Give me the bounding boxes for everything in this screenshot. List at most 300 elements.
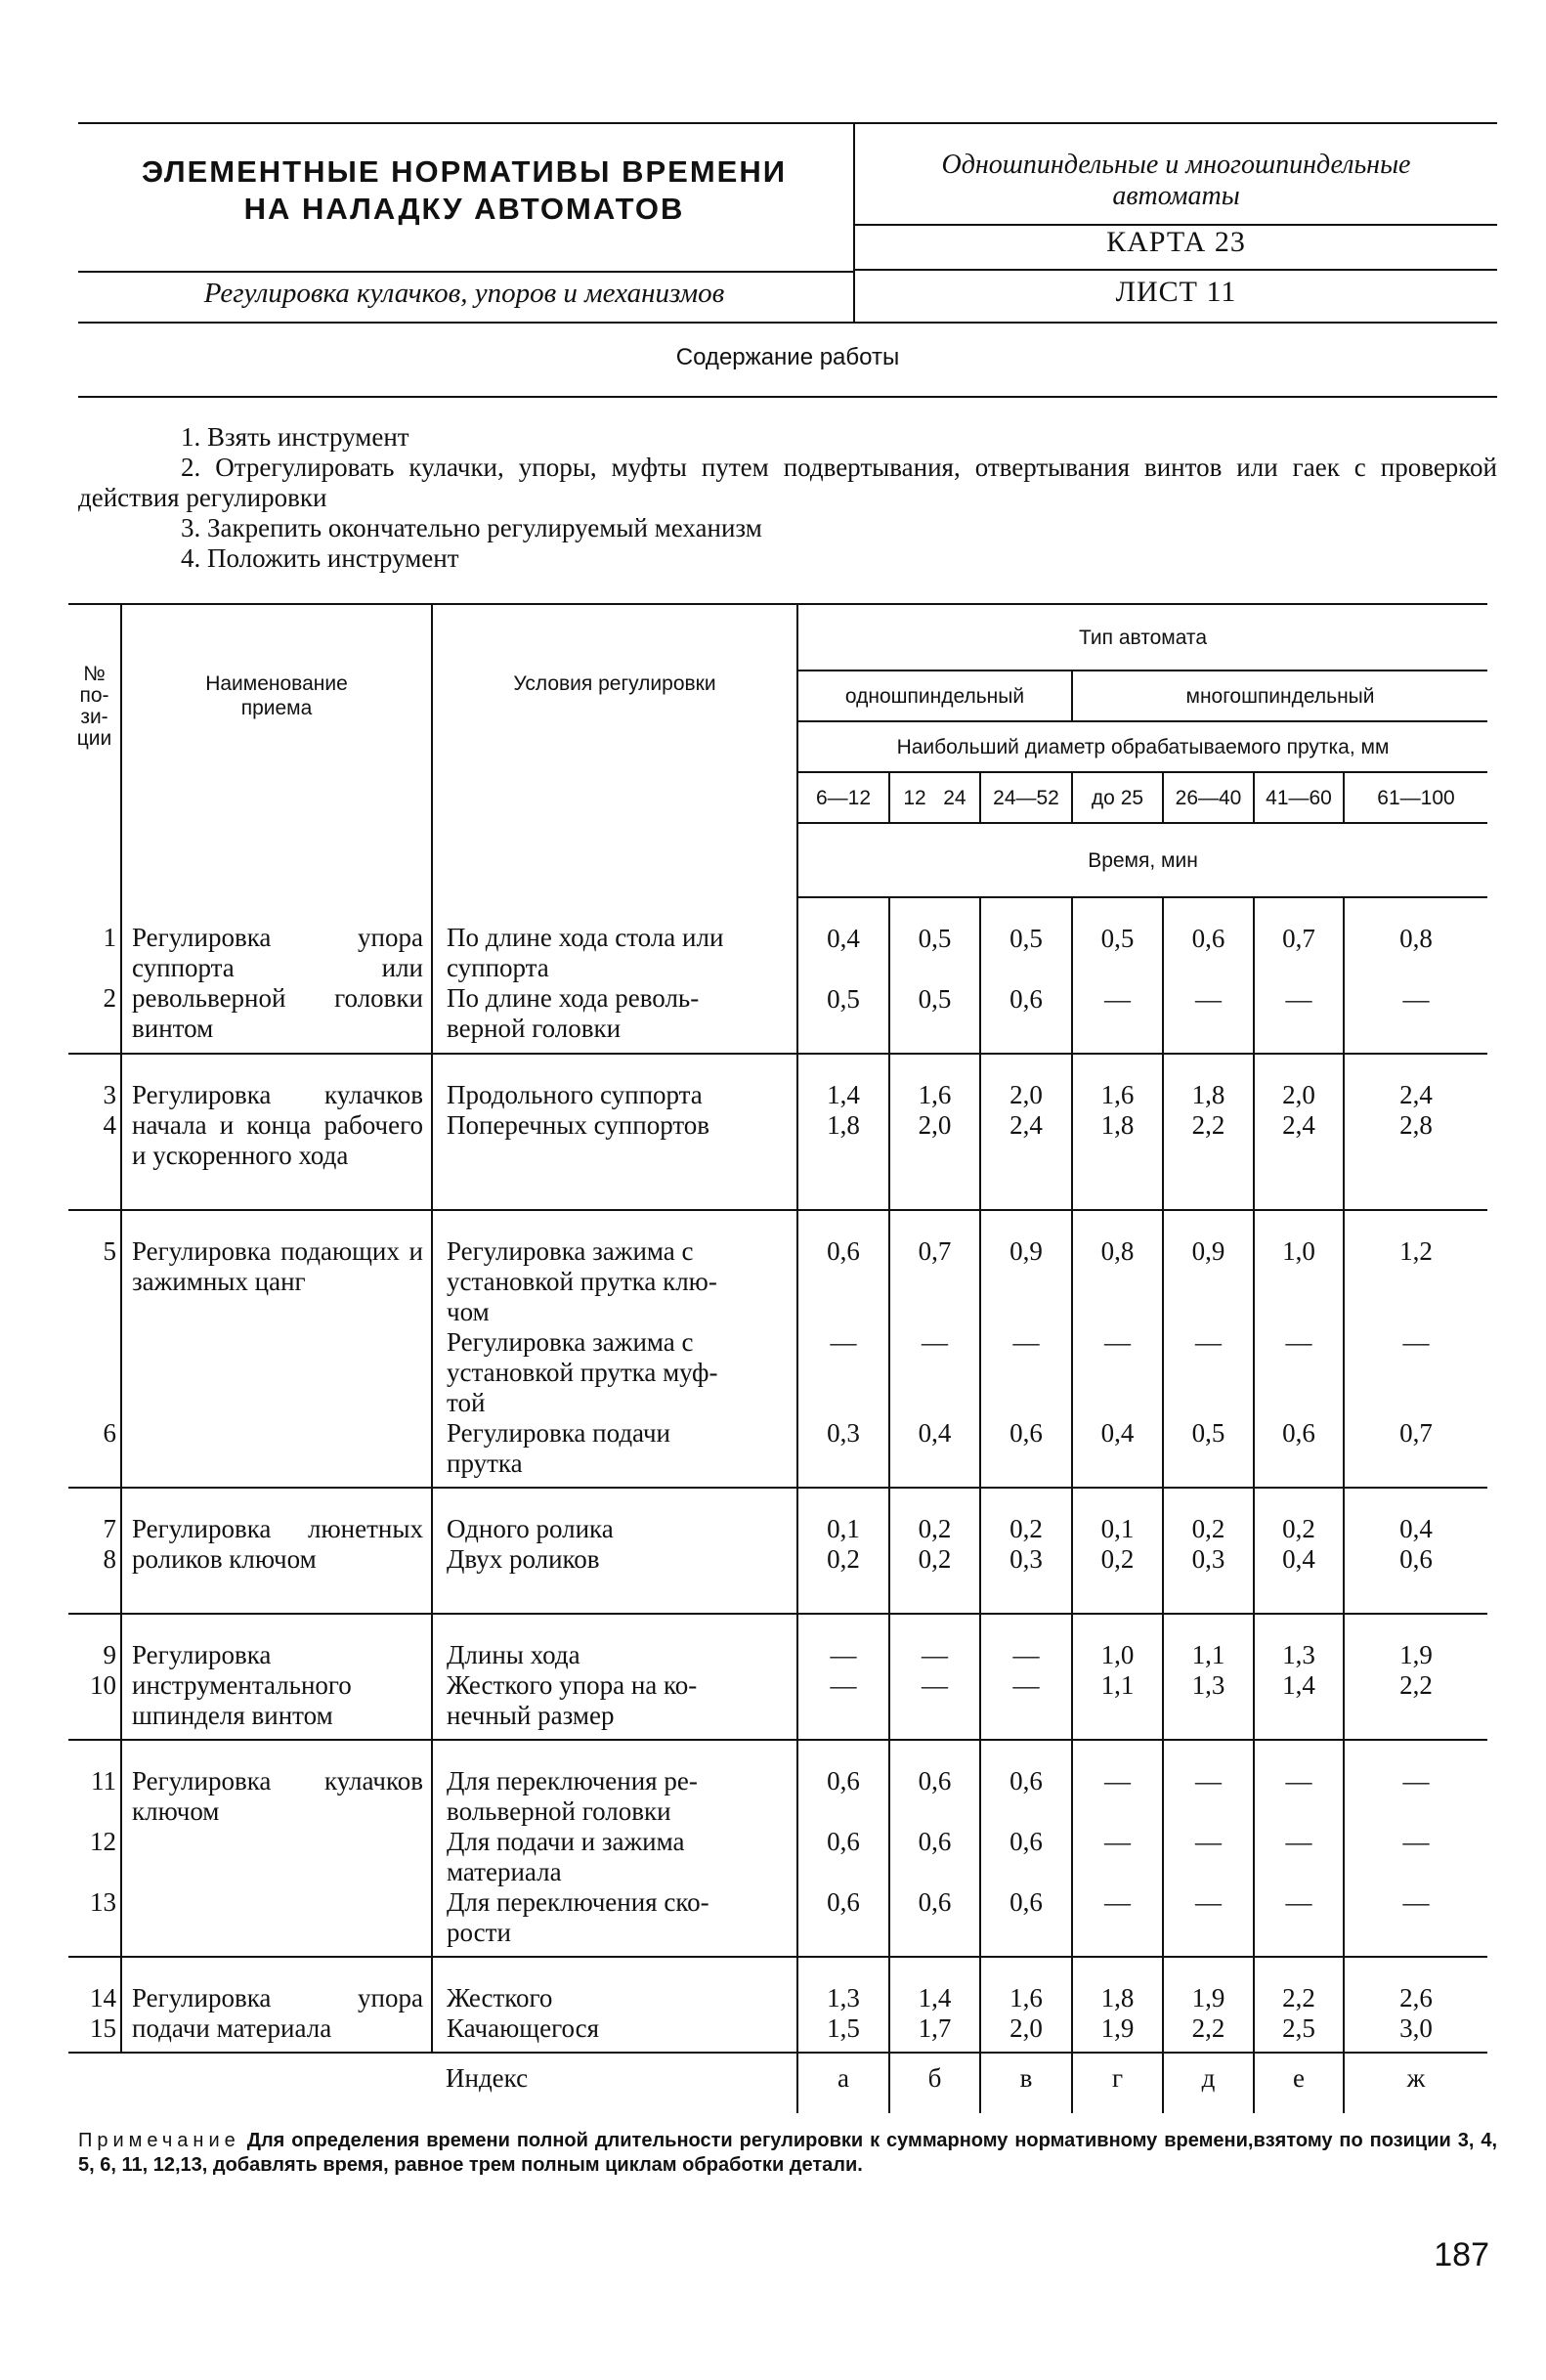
time-value-cell bbox=[1344, 1210, 1487, 1488]
cell-line bbox=[1164, 1358, 1253, 1388]
time-value-cell bbox=[797, 1488, 889, 1614]
cell-line: Для подачи и зажима bbox=[447, 1827, 685, 1856]
cell-line: 0,5 bbox=[918, 924, 952, 953]
cell-line: 2 bbox=[103, 983, 116, 1013]
condition-cell bbox=[432, 1957, 797, 2053]
cell-line bbox=[1073, 1918, 1162, 1948]
title-line-2: НА НАЛАДКУ АВТОМАТОВ bbox=[243, 192, 685, 226]
time-value-cell bbox=[889, 1488, 980, 1614]
cell-line bbox=[981, 1575, 1071, 1605]
cell-line: 1,1 bbox=[1191, 1640, 1225, 1669]
cell-line bbox=[1164, 1701, 1253, 1731]
time-value-cell bbox=[980, 1488, 1072, 1614]
cell-line bbox=[890, 1449, 979, 1479]
cell-line: 7 bbox=[103, 1514, 116, 1543]
cell-line bbox=[1255, 954, 1343, 984]
cell-line: — bbox=[1104, 1327, 1131, 1357]
cell-line: 0,2 bbox=[1191, 1514, 1225, 1543]
cell-line: 1,0 bbox=[1100, 1640, 1135, 1669]
cell-line: — bbox=[1104, 984, 1131, 1014]
cell-line: рости bbox=[447, 1918, 511, 1947]
time-value-cell bbox=[980, 1614, 1072, 1740]
cell-line bbox=[1164, 1171, 1253, 1201]
time-value-cell bbox=[889, 1210, 980, 1488]
cell-line: 1,3 bbox=[1282, 1640, 1315, 1669]
cell-line: — bbox=[1285, 1887, 1312, 1917]
time-value-cell bbox=[980, 1054, 1072, 1210]
cell-line: — bbox=[1104, 1827, 1131, 1856]
cell-line: Двух роликов bbox=[447, 1544, 600, 1574]
cell-line bbox=[890, 1267, 979, 1297]
operation-name-text: Регулировка люнетных роликов ключом bbox=[132, 1514, 423, 1574]
operation-name-text: Регулировка кулачков начала и конца рабочего и ускоренного хода bbox=[132, 1080, 423, 1170]
cell-line: Длины хода bbox=[447, 1640, 580, 1669]
operation-name-text: Регулировка кулачков ключом bbox=[132, 1766, 423, 1826]
cell-line: Регулировка зажима с bbox=[447, 1327, 694, 1357]
cell-line: — bbox=[1402, 1887, 1430, 1917]
cell-line: 0,6 bbox=[827, 1827, 860, 1856]
index-cell: г bbox=[1072, 2053, 1163, 2113]
cell-line bbox=[68, 1701, 116, 1731]
range-6-12: 6—12 bbox=[797, 772, 889, 823]
time-value-cell bbox=[1072, 1488, 1163, 1614]
cell-line bbox=[447, 1141, 787, 1171]
index-cell: е bbox=[1254, 2053, 1344, 2113]
cell-line: 2,2 bbox=[1282, 1983, 1315, 2012]
cell-line: 2,0 bbox=[1009, 1080, 1043, 1109]
header-right-rule-2 bbox=[855, 269, 1497, 271]
time-value-cell bbox=[1163, 1210, 1254, 1488]
cell-line: 0,6 bbox=[827, 1236, 860, 1266]
cell-line: 2,4 bbox=[1009, 1110, 1043, 1140]
header-pos-line: зи- bbox=[80, 706, 108, 728]
cell-line bbox=[1345, 1297, 1487, 1327]
cell-line: прутка bbox=[447, 1449, 523, 1478]
cell-line bbox=[1073, 1358, 1162, 1388]
page-title bbox=[78, 153, 850, 228]
cell-line bbox=[981, 1171, 1071, 1201]
header-operation-name bbox=[121, 604, 432, 897]
table-row bbox=[68, 1488, 1487, 1614]
index-label: Индекс bbox=[432, 2053, 797, 2113]
cell-line bbox=[890, 1297, 979, 1327]
cell-line: Жесткого упора на ко- bbox=[447, 1670, 698, 1700]
cell-line: нечный размер bbox=[447, 1701, 615, 1730]
time-value-cell bbox=[1254, 1488, 1344, 1614]
cell-line: 8 bbox=[103, 1544, 116, 1574]
operation-name-text: Регулировка упора подачи материала bbox=[132, 1983, 423, 2043]
cell-line: 0,2 bbox=[827, 1544, 860, 1574]
cell-line: 1,6 bbox=[1100, 1080, 1135, 1109]
cell-line bbox=[981, 1015, 1071, 1045]
cell-line: 0,2 bbox=[1100, 1544, 1135, 1574]
time-value-cell bbox=[797, 897, 889, 1054]
cell-line: — bbox=[1012, 1640, 1040, 1669]
cell-line: 12 bbox=[90, 1827, 116, 1856]
time-value-cell bbox=[797, 1957, 889, 2053]
time-value-cell bbox=[1344, 1054, 1487, 1210]
index-cell: ж bbox=[1344, 2053, 1487, 2113]
content-rule bbox=[78, 396, 1497, 398]
index-cell: в bbox=[980, 2053, 1072, 2113]
cell-line: 0,4 bbox=[1399, 1514, 1433, 1543]
time-value-cell bbox=[797, 1614, 889, 1740]
step-item: 1. Взять инструмент bbox=[181, 422, 409, 452]
cell-line: 1,6 bbox=[918, 1080, 952, 1109]
cell-line bbox=[1345, 1918, 1487, 1948]
position-cell bbox=[68, 1210, 121, 1488]
header-pos-line: по- bbox=[79, 684, 109, 707]
cell-line: 11 bbox=[91, 1766, 116, 1796]
cell-line: 15 bbox=[90, 2013, 116, 2043]
cell-line bbox=[981, 1918, 1071, 1948]
cell-line: 0,6 bbox=[827, 1766, 860, 1796]
index-cell: б bbox=[889, 2053, 980, 2113]
time-value-cell bbox=[1072, 1957, 1163, 2053]
cell-line: 0,2 bbox=[918, 1514, 952, 1543]
cell-line: — bbox=[1195, 1766, 1222, 1796]
cell-line: 0,6 bbox=[1009, 1887, 1043, 1917]
cell-line bbox=[1164, 1388, 1253, 1418]
cell-line bbox=[1073, 1796, 1162, 1827]
cell-line bbox=[1164, 1141, 1253, 1171]
cell-line bbox=[1255, 1171, 1343, 1201]
time-value-cell bbox=[1163, 1054, 1254, 1210]
time-value-cell bbox=[1072, 897, 1163, 1054]
header-position bbox=[68, 604, 121, 897]
cell-line: — bbox=[1195, 1887, 1222, 1917]
cell-line bbox=[890, 954, 979, 984]
time-value-cell bbox=[1163, 1488, 1254, 1614]
page-subtitle: Регулировка кулачков, упоров и механизмов bbox=[203, 278, 725, 309]
header-left-rule bbox=[78, 271, 853, 273]
cell-line: Поперечных суппортов bbox=[447, 1110, 710, 1140]
cell-line bbox=[798, 1267, 888, 1297]
cell-line bbox=[68, 1141, 116, 1171]
cell-line: 1,4 bbox=[918, 1983, 952, 2012]
cell-line: Для переключения ре- bbox=[447, 1766, 698, 1796]
cell-line: — bbox=[1402, 1766, 1430, 1796]
cell-line: 1,2 bbox=[1399, 1236, 1433, 1266]
header-name-line: приема bbox=[240, 697, 313, 719]
cell-line bbox=[1073, 1575, 1162, 1605]
operation-name-cell bbox=[121, 1957, 432, 2053]
cell-line: 0,6 bbox=[1191, 924, 1225, 953]
range-26-40: 26—40 bbox=[1163, 772, 1254, 823]
cell-line bbox=[1345, 1015, 1487, 1045]
cell-line bbox=[981, 1388, 1071, 1418]
cell-line: Регулировка зажима с bbox=[447, 1236, 694, 1266]
cell-line bbox=[1164, 1857, 1253, 1887]
cell-line bbox=[1345, 1171, 1487, 1201]
header-name-line: Наименование bbox=[205, 672, 348, 695]
machine-type-line-2: автоматы bbox=[1112, 181, 1240, 211]
cell-line: материала bbox=[447, 1857, 562, 1886]
cell-line: 1,7 bbox=[918, 2013, 952, 2043]
cell-line: 2,2 bbox=[1191, 1110, 1225, 1140]
cell-line bbox=[1255, 1388, 1343, 1418]
card-number: КАРТА 23 bbox=[1106, 226, 1246, 258]
time-value-cell bbox=[980, 1740, 1072, 1957]
time-value-cell bbox=[1254, 897, 1344, 1054]
cell-line bbox=[1073, 1171, 1162, 1201]
cell-line: 2,6 bbox=[1399, 1983, 1433, 2012]
cell-line: 1,0 bbox=[1282, 1236, 1315, 1266]
cell-line: 0,5 bbox=[1100, 924, 1135, 953]
cell-line bbox=[798, 1796, 888, 1827]
cell-line bbox=[1255, 1267, 1343, 1297]
cell-line bbox=[1345, 1267, 1487, 1297]
cell-line bbox=[1073, 1015, 1162, 1045]
time-value-cell bbox=[889, 1054, 980, 1210]
cell-line bbox=[447, 1575, 787, 1605]
cell-line: 0,6 bbox=[1399, 1544, 1433, 1574]
sheet-number: ЛИСТ 11 bbox=[1115, 276, 1237, 308]
cell-line: 2,8 bbox=[1399, 1110, 1433, 1140]
header-diameter: Наибольший диаметр обрабатываемого прутка, мм bbox=[797, 721, 1487, 772]
cell-line: 0,2 bbox=[1009, 1514, 1043, 1543]
cell-line: установкой прутка клю- bbox=[447, 1267, 717, 1296]
cell-line: 0,3 bbox=[1009, 1544, 1043, 1574]
time-value-cell bbox=[1163, 897, 1254, 1054]
time-value-cell bbox=[1254, 1957, 1344, 2053]
cell-line bbox=[1164, 1297, 1253, 1327]
cell-line bbox=[890, 1358, 979, 1388]
cell-line: 0,8 bbox=[1100, 1236, 1135, 1266]
time-value-cell bbox=[1072, 1054, 1163, 1210]
cell-line bbox=[890, 1015, 979, 1045]
footnote-label: Примечание bbox=[78, 2130, 240, 2151]
cell-line: 0,6 bbox=[1009, 1827, 1043, 1856]
cell-line: 1,8 bbox=[827, 1110, 860, 1140]
table-row bbox=[68, 1957, 1487, 2053]
cell-line bbox=[1255, 1575, 1343, 1605]
cell-line: 2,4 bbox=[1399, 1080, 1433, 1109]
cell-line bbox=[68, 1014, 116, 1044]
operation-name-cell bbox=[121, 1614, 432, 1740]
time-value-cell bbox=[1072, 1210, 1163, 1488]
cell-line: Продольного суппорта bbox=[447, 1080, 703, 1109]
cell-line bbox=[798, 1388, 888, 1418]
cell-line bbox=[68, 953, 116, 983]
cell-line bbox=[798, 1701, 888, 1731]
header-multi-spindle: многошпиндельный bbox=[1072, 671, 1487, 721]
cell-line bbox=[890, 1857, 979, 1887]
cell-line bbox=[1073, 1297, 1162, 1327]
footnote bbox=[78, 2129, 1497, 2178]
cell-line: 10 bbox=[90, 1670, 116, 1700]
cell-line bbox=[798, 1575, 888, 1605]
cell-line bbox=[1073, 1141, 1162, 1171]
cell-line bbox=[890, 1171, 979, 1201]
operation-name-cell bbox=[121, 1740, 432, 1957]
cell-line bbox=[1255, 1141, 1343, 1171]
cell-line: 2,4 bbox=[1282, 1110, 1315, 1140]
cell-line bbox=[1164, 1449, 1253, 1479]
time-value-cell bbox=[797, 1054, 889, 1210]
cell-line bbox=[981, 1141, 1071, 1171]
cell-line: 0,4 bbox=[1282, 1544, 1315, 1574]
cell-line bbox=[1255, 1857, 1343, 1887]
position-cell bbox=[68, 1614, 121, 1740]
condition-cell bbox=[432, 1210, 797, 1488]
header-top-rule bbox=[78, 122, 1497, 124]
header-pos-line: № bbox=[83, 663, 106, 685]
range-up-to-25: до 25 bbox=[1072, 772, 1163, 823]
cell-line: — bbox=[1195, 1827, 1222, 1856]
cell-line bbox=[1345, 1701, 1487, 1731]
cell-line bbox=[68, 1171, 116, 1201]
cell-line: 0,6 bbox=[1009, 1418, 1043, 1448]
cell-line bbox=[981, 1267, 1071, 1297]
cell-line bbox=[1255, 1918, 1343, 1948]
cell-line bbox=[1073, 1449, 1162, 1479]
cell-line: Жесткого bbox=[447, 1983, 553, 2012]
cell-line bbox=[1255, 1358, 1343, 1388]
cell-line bbox=[981, 954, 1071, 984]
cell-line bbox=[68, 1358, 116, 1388]
time-value-cell bbox=[1254, 1210, 1344, 1488]
time-value-cell bbox=[1072, 1614, 1163, 1740]
cell-line bbox=[981, 1701, 1071, 1731]
cell-line: 0,5 bbox=[918, 984, 952, 1014]
cell-line bbox=[68, 1857, 116, 1887]
cell-line: 0,1 bbox=[1100, 1514, 1135, 1543]
time-value-cell bbox=[1344, 1740, 1487, 1957]
cell-line bbox=[1345, 1141, 1487, 1171]
cell-line: 1,9 bbox=[1191, 1983, 1225, 2012]
index-empty-cell bbox=[121, 2053, 432, 2113]
cell-line: — bbox=[830, 1670, 857, 1700]
cell-line: 2,0 bbox=[1009, 2013, 1043, 2043]
cell-line: 0,4 bbox=[827, 924, 860, 953]
time-value-cell bbox=[889, 1957, 980, 2053]
cell-line: — bbox=[922, 1670, 948, 1700]
range-24-52: 24—52 bbox=[980, 772, 1072, 823]
cell-line: 1,4 bbox=[1282, 1670, 1315, 1700]
time-value-cell bbox=[1072, 1740, 1163, 1957]
cell-line: 0,6 bbox=[1009, 1766, 1043, 1796]
header-conditions: Условия регулировки bbox=[432, 604, 797, 897]
cell-line bbox=[68, 1449, 116, 1479]
cell-line: 2,2 bbox=[1399, 1670, 1433, 1700]
header-bottom-rule bbox=[78, 322, 1497, 324]
table-row bbox=[68, 1740, 1487, 1957]
cell-line: — bbox=[1104, 1887, 1131, 1917]
cell-line: 0,6 bbox=[827, 1887, 860, 1917]
cell-line bbox=[1164, 1796, 1253, 1827]
cell-line bbox=[890, 1141, 979, 1171]
cell-line bbox=[1255, 1297, 1343, 1327]
cell-line: — bbox=[1402, 984, 1430, 1014]
cell-line bbox=[1345, 1449, 1487, 1479]
cell-line: 1,3 bbox=[1191, 1670, 1225, 1700]
cell-line: — bbox=[922, 1327, 948, 1357]
time-value-cell bbox=[1254, 1614, 1344, 1740]
cell-line bbox=[981, 1857, 1071, 1887]
cell-line: По длине хода револь- bbox=[447, 983, 700, 1013]
cell-line: 1,8 bbox=[1100, 1983, 1135, 2012]
cell-line bbox=[1073, 954, 1162, 984]
operation-name-cell bbox=[121, 1054, 432, 1210]
machine-type bbox=[855, 150, 1497, 212]
operation-name-cell bbox=[121, 1210, 432, 1488]
time-value-cell bbox=[1344, 1957, 1487, 2053]
time-value-cell bbox=[889, 897, 980, 1054]
index-cell: д bbox=[1163, 2053, 1254, 2113]
operation-name-cell bbox=[121, 1488, 432, 1614]
cell-line: 0,7 bbox=[918, 1236, 952, 1266]
machine-type-line-1: Одношпиндельные и многошпиндельные bbox=[941, 150, 1411, 180]
cell-line: 5 bbox=[103, 1236, 116, 1266]
range-61-100: 61—100 bbox=[1344, 772, 1487, 823]
cell-line: — bbox=[1402, 1327, 1430, 1357]
table-row bbox=[68, 897, 1487, 1054]
cell-line: 2,0 bbox=[1282, 1080, 1315, 1109]
cell-line: 0,1 bbox=[827, 1514, 860, 1543]
position-cell bbox=[68, 1740, 121, 1957]
cell-line bbox=[1345, 1388, 1487, 1418]
condition-cell bbox=[432, 1614, 797, 1740]
page-number: 187 bbox=[1434, 2236, 1489, 2273]
cell-line bbox=[1255, 1449, 1343, 1479]
cell-line bbox=[890, 1918, 979, 1948]
cell-line bbox=[798, 1857, 888, 1887]
footnote-text: Для определения времени полной длительности регулировки к суммарному нормативному времени,взятому по позиции 3, 4, 5, 6, 11, 12,13, добавлять время, равное трем полным циклам обработки детали. bbox=[78, 2130, 1497, 2176]
cell-line bbox=[1073, 1267, 1162, 1297]
time-value-cell bbox=[1163, 1614, 1254, 1740]
time-value-cell bbox=[1344, 1614, 1487, 1740]
position-cell bbox=[68, 1488, 121, 1614]
time-value-cell bbox=[1163, 1740, 1254, 1957]
cell-line: — bbox=[830, 1640, 857, 1669]
cell-line: 0,4 bbox=[918, 1418, 952, 1448]
cell-line: — bbox=[1402, 1827, 1430, 1856]
cell-line bbox=[981, 1449, 1071, 1479]
cell-line: 1,8 bbox=[1100, 1110, 1135, 1140]
cell-line: 9 bbox=[103, 1640, 116, 1669]
cell-line: установкой прутка муф- bbox=[447, 1358, 718, 1387]
position-cell bbox=[68, 1957, 121, 2053]
cell-line: Для переключения ско- bbox=[447, 1887, 709, 1917]
cell-line: — bbox=[922, 1640, 948, 1669]
cell-line bbox=[1164, 954, 1253, 984]
norms-table bbox=[68, 603, 1487, 2113]
step-item: 2. Отрегулировать кулачки, упоры, муфты путем подвертывания, отвертывания винтов или гаек с проверкой действия регулировки bbox=[78, 453, 1497, 512]
cell-line: 0,9 bbox=[1009, 1236, 1043, 1266]
cell-line: 0,6 bbox=[1009, 984, 1043, 1014]
cell-line: 1,9 bbox=[1100, 2013, 1135, 2043]
cell-line: — bbox=[1285, 984, 1312, 1014]
cell-line: 0,5 bbox=[1009, 924, 1043, 953]
cell-line bbox=[890, 1575, 979, 1605]
cell-line: 1,4 bbox=[827, 1080, 860, 1109]
step-item: 4. Положить инструмент bbox=[181, 543, 459, 573]
title-line-1: ЭЛЕМЕНТНЫЕ НОРМАТИВЫ ВРЕМЕНИ bbox=[141, 154, 788, 189]
cell-line: 0,3 bbox=[827, 1418, 860, 1448]
table-row bbox=[68, 1210, 1487, 1488]
cell-line: 2,2 bbox=[1191, 2013, 1225, 2043]
time-value-cell bbox=[889, 1740, 980, 1957]
cell-line bbox=[1255, 1701, 1343, 1731]
time-value-cell bbox=[1254, 1054, 1344, 1210]
condition-cell bbox=[432, 1054, 797, 1210]
cell-line bbox=[798, 1141, 888, 1171]
cell-line: — bbox=[1285, 1827, 1312, 1856]
time-value-cell bbox=[980, 897, 1072, 1054]
cell-line bbox=[1345, 1358, 1487, 1388]
cell-line bbox=[798, 1297, 888, 1327]
